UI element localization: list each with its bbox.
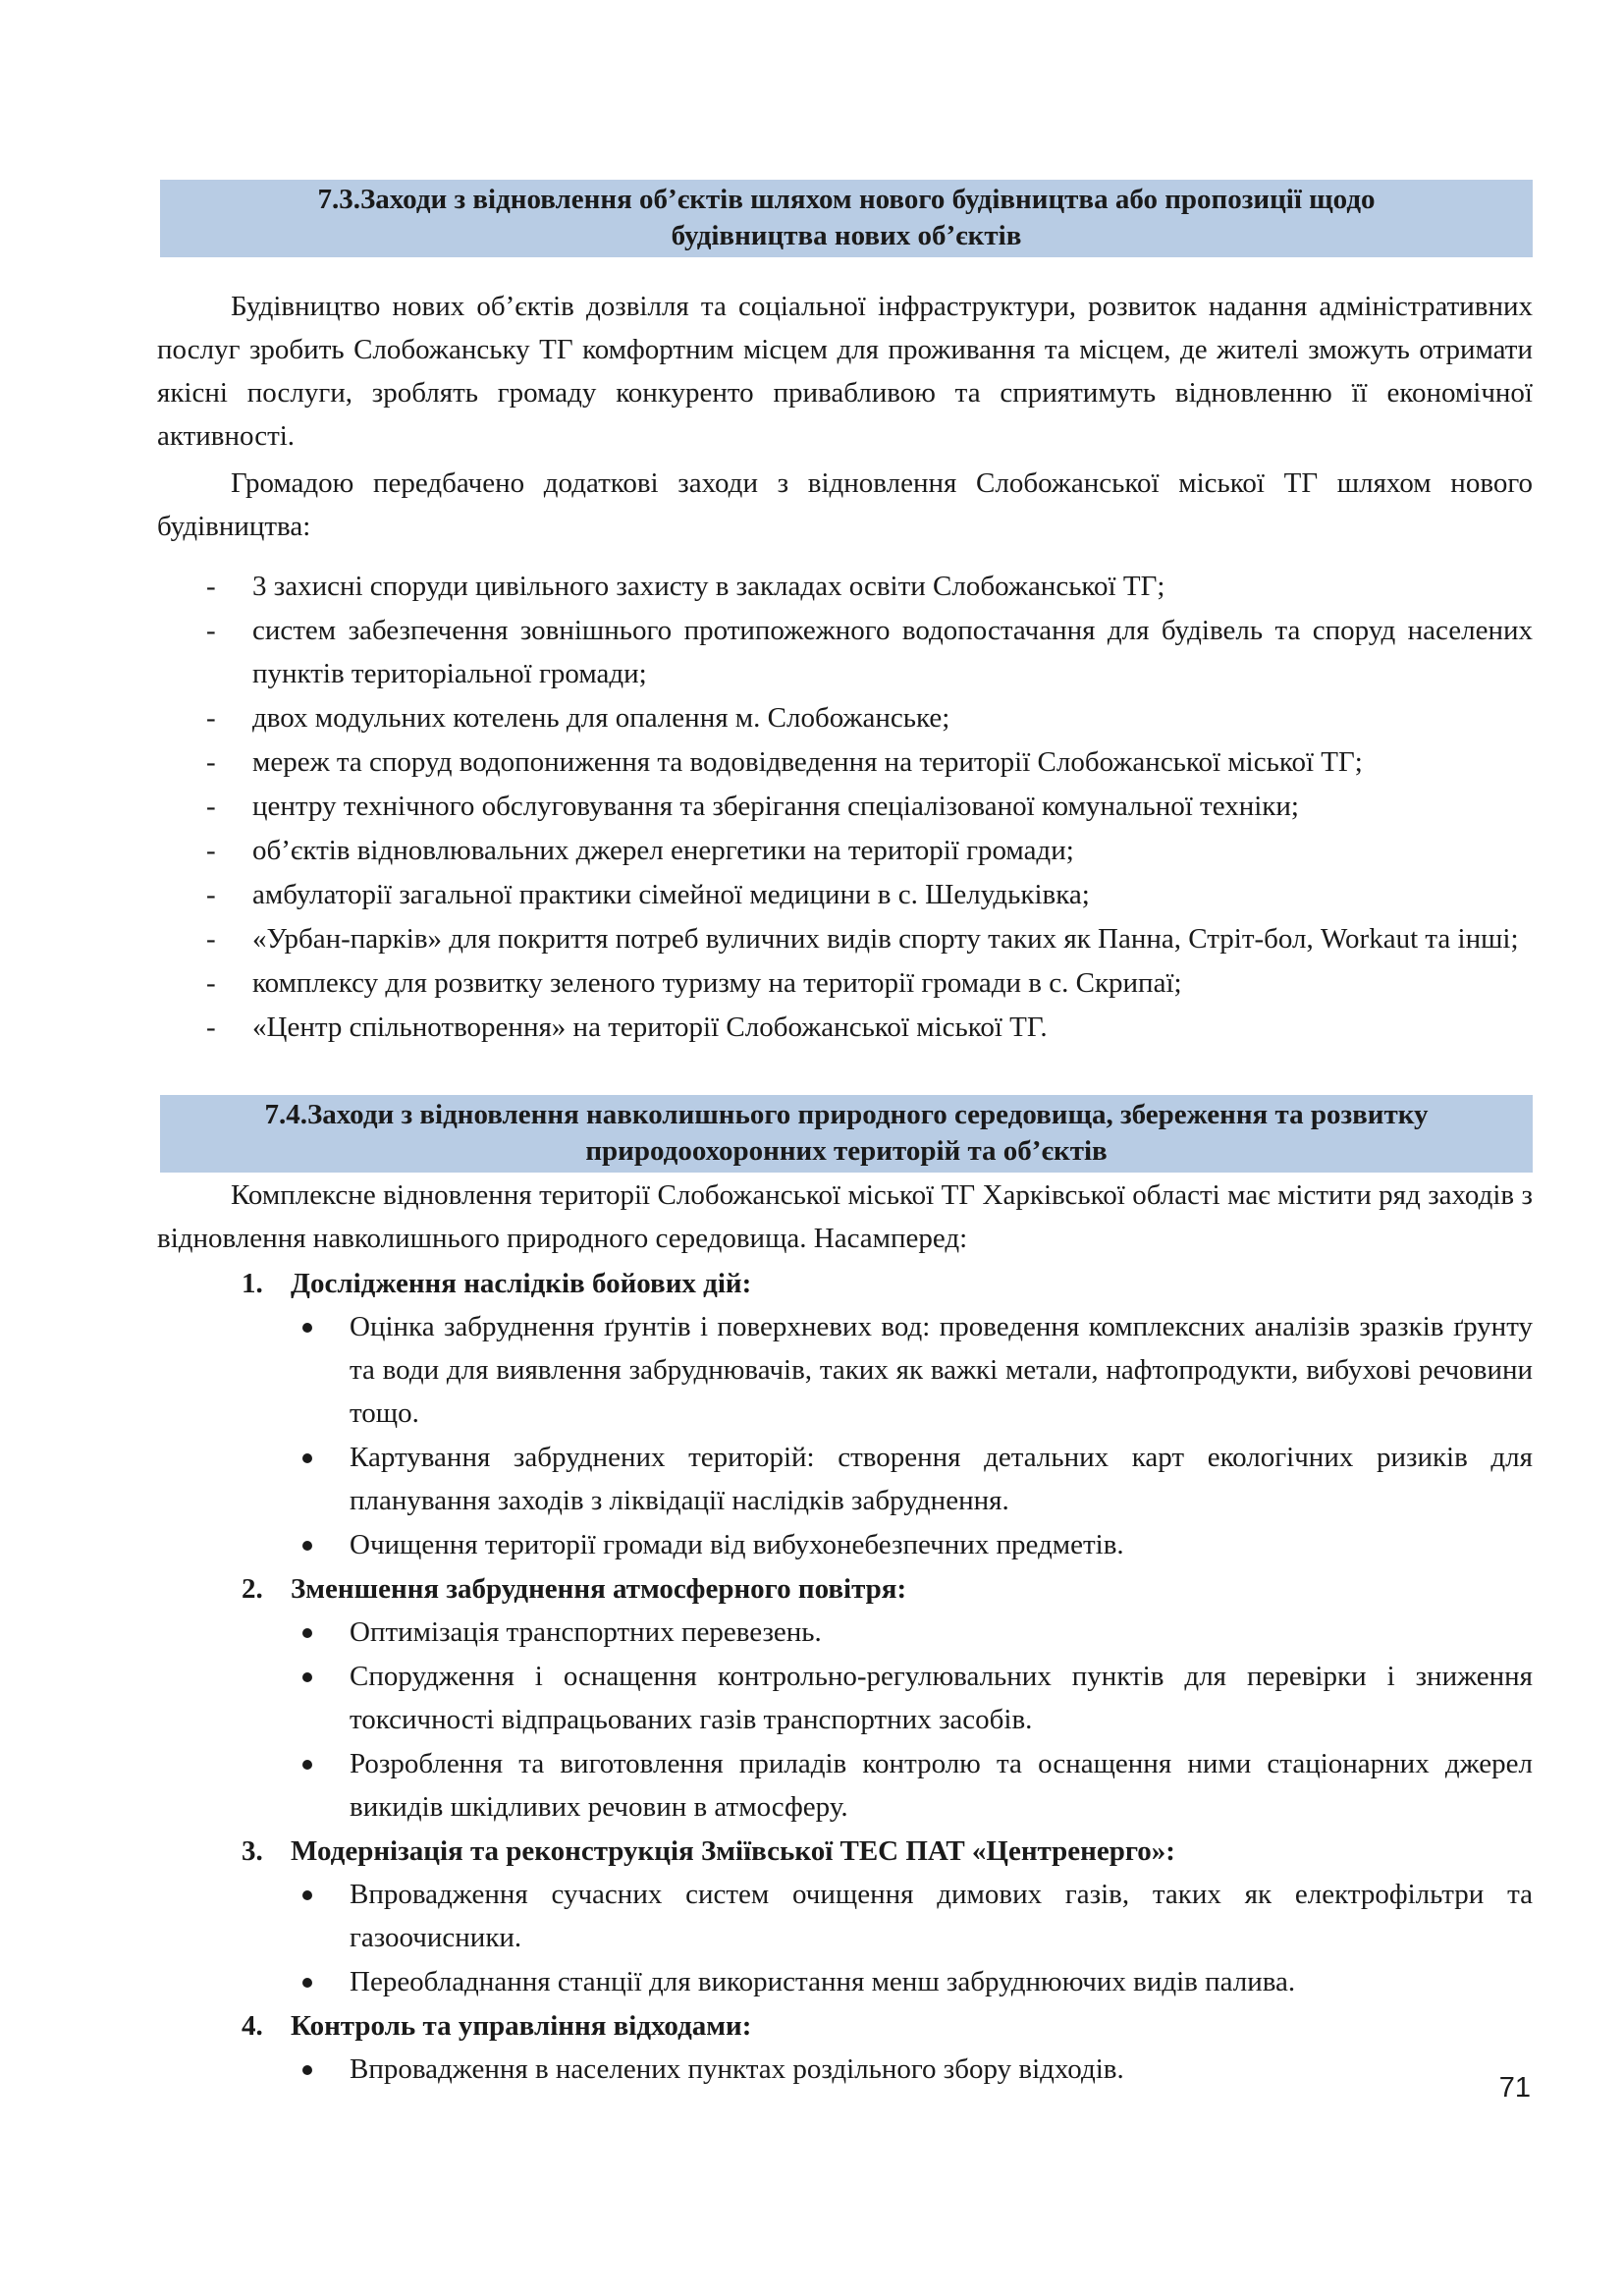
measure-group [157, 1567, 1533, 1829]
measure-group-number: 2. [242, 1573, 263, 1605]
list-item [157, 565, 1533, 608]
measure-group-number: 4. [242, 2010, 263, 2042]
section-7-3-paragraph-1: Будівництво нових об’єктів дозвілля та соціальної інфраструктури, розвиток надання адміністративних послуг зробить Слобожанську ТГ комфортним місцем для проживання та місцем, де жителі зможуть отримати якісні послуги, зроблять громаду конкуренто привабливою та сприятимуть відновленню її економічної активності. [157, 291, 1533, 452]
list-item-text: об’єктів відновлювальних джерел енергетики на території громади; [252, 835, 1074, 866]
bullet-icon [302, 1628, 312, 1638]
bullet-text: Очищення території громади від вибухонебезпечних предметів. [350, 1529, 1124, 1560]
section-7-4-heading [160, 1095, 1533, 1173]
list-item-text: «Урбан-парків» для покриття потреб вуличних видів спорту таких як Панна, Стріт-бол, Workaut та інші; [252, 923, 1519, 955]
list-item-text: 3 захисні споруди цивільного захисту в закладах освіти Слобожанської ТГ; [252, 571, 1165, 602]
bullet-text: Оцінка забруднення ґрунтів і поверхневих вод: проведення комплексних аналізів зразків ґрунту та води для виявлення забруднювачів, таких як важкі метали, нафтопродукти, вибухові речовини тощо. [350, 1311, 1533, 1429]
measure-group [157, 1830, 1533, 2003]
bullet-item [157, 1960, 1533, 2003]
measure-group-number: 1. [242, 1268, 263, 1299]
bullet-item [157, 1436, 1533, 1522]
bullet-icon [302, 1890, 312, 1900]
bullet-item [157, 1523, 1533, 1566]
bullet-item [157, 2048, 1533, 2091]
page-number: 71 [1498, 2072, 1531, 2104]
section-7-4-intro: Комплексне відновлення території Слобожанської міської ТГ Харківської області має містити ряд заходів з відновлення навколишнього природного середовища. Насамперед: [157, 1179, 1533, 1254]
measure-bullets [157, 2048, 1533, 2091]
section-7-3-heading-line2: будівництва нових об’єктів [671, 220, 1022, 251]
dash-marker: - [206, 615, 216, 646]
dash-marker: - [206, 967, 216, 999]
measure-group-title [157, 1567, 1533, 1611]
dash-marker: - [206, 1011, 216, 1043]
dash-marker: - [206, 702, 216, 734]
section-7-3-heading [160, 180, 1533, 257]
bullet-text: Оптимізація транспортних перевезень. [350, 1616, 822, 1648]
list-item [157, 1006, 1533, 1049]
measure-group-title-text: Дослідження наслідків бойових дій: [291, 1268, 752, 1299]
list-item [157, 917, 1533, 960]
bullet-icon [302, 1453, 312, 1463]
section-7-4-heading-line2: природоохоронних територій та об’єктів [585, 1135, 1108, 1167]
bullet-item [157, 1305, 1533, 1435]
list-item [157, 829, 1533, 872]
list-item [157, 961, 1533, 1005]
list-item [157, 740, 1533, 784]
bullet-item [157, 1873, 1533, 1959]
measure-group-title [157, 1262, 1533, 1305]
bullet-text: Переобладнання станції для використання менш забруднюючих видів палива. [350, 1966, 1296, 1997]
bullet-icon [302, 1323, 312, 1333]
bullet-icon [302, 2065, 312, 2075]
list-item [157, 873, 1533, 916]
measure-group-number: 3. [242, 1835, 263, 1867]
bullet-text: Спорудження і оснащення контрольно-регулювальних пунктів для перевірки і зниження токсичності відпрацьованих газів транспортних засобів. [350, 1661, 1533, 1735]
measure-group-title-text: Модернізація та реконструкція Зміївської ТЕС ПАТ «Центренерго»: [291, 1835, 1175, 1867]
section-7-4-heading-line1: 7.4.Заходи з відновлення навколишнього природного середовища, збереження та розвитку [264, 1099, 1429, 1130]
measure-group-title [157, 1830, 1533, 1873]
measure-group [157, 2004, 1533, 2091]
bullet-icon [302, 1760, 312, 1770]
dash-marker: - [206, 879, 216, 910]
section-7-4-measures-list [157, 1262, 1533, 2092]
measure-bullets [157, 1873, 1533, 2003]
measure-bullets [157, 1305, 1533, 1566]
list-item [157, 609, 1533, 695]
dash-marker: - [206, 923, 216, 955]
section-7-3-paragraph-2: Громадою передбачено додаткові заходи з відновлення Слобожанської міської ТГ шляхом нового будівництва: [157, 467, 1533, 542]
bullet-text: Картування забруднених територій: створення детальних карт екологічних ризиків для планування заходів з ліквідації наслідків забруднення. [350, 1442, 1533, 1516]
measure-group-title [157, 2004, 1533, 2048]
bullet-item [157, 1611, 1533, 1654]
list-item-text: мереж та споруд водопониження та водовідведення на території Слобожанської міської ТГ; [252, 746, 1363, 778]
bullet-icon [302, 1672, 312, 1682]
list-item-text: двох модульних котелень для опалення м. Слобожанське; [252, 702, 950, 734]
section-7-3-heading-line1: 7.3.Заходи з відновлення об’єктів шляхом нового будівництва або пропозиції щодо [317, 184, 1376, 215]
bullet-text: Впровадження сучасних систем очищення димових газів, таких як електрофільтри та газоочисники. [350, 1879, 1533, 1953]
dash-marker: - [206, 571, 216, 602]
section-7-3-construction-list [157, 565, 1533, 1050]
list-item-text: центру технічного обслуговування та зберігання спеціалізованої комунальної техніки; [252, 791, 1299, 822]
bullet-text: Розроблення та виготовлення приладів контролю та оснащення ними стаціонарних джерел викидів шкідливих речовин в атмосферу. [350, 1748, 1533, 1823]
measure-group-title-text: Контроль та управління відходами: [291, 2010, 752, 2042]
list-item-text: комплексу для розвитку зеленого туризму на території громади в с. Скрипаї; [252, 967, 1182, 999]
bullet-item [157, 1742, 1533, 1829]
list-item [157, 785, 1533, 828]
list-item-text: систем забезпечення зовнішнього протипожежного водопостачання для будівель та споруд населених пунктів територіальної громади; [252, 615, 1533, 689]
dash-marker: - [206, 746, 216, 778]
bullet-text: Впровадження в населених пунктах роздільного збору відходів. [350, 2053, 1124, 2085]
dash-marker: - [206, 791, 216, 822]
list-item-text: «Центр спільнотворення» на території Слобожанської міської ТГ. [252, 1011, 1048, 1043]
measure-group [157, 1262, 1533, 1566]
bullet-icon [302, 1978, 312, 1988]
dash-marker: - [206, 835, 216, 866]
measure-bullets [157, 1611, 1533, 1829]
bullet-icon [302, 1541, 312, 1551]
bullet-item [157, 1655, 1533, 1741]
measure-group-title-text: Зменшення забруднення атмосферного повітря: [291, 1573, 907, 1605]
list-item [157, 696, 1533, 739]
list-item-text: амбулаторії загальної практики сімейної медицини в с. Шелудьківка; [252, 879, 1090, 910]
